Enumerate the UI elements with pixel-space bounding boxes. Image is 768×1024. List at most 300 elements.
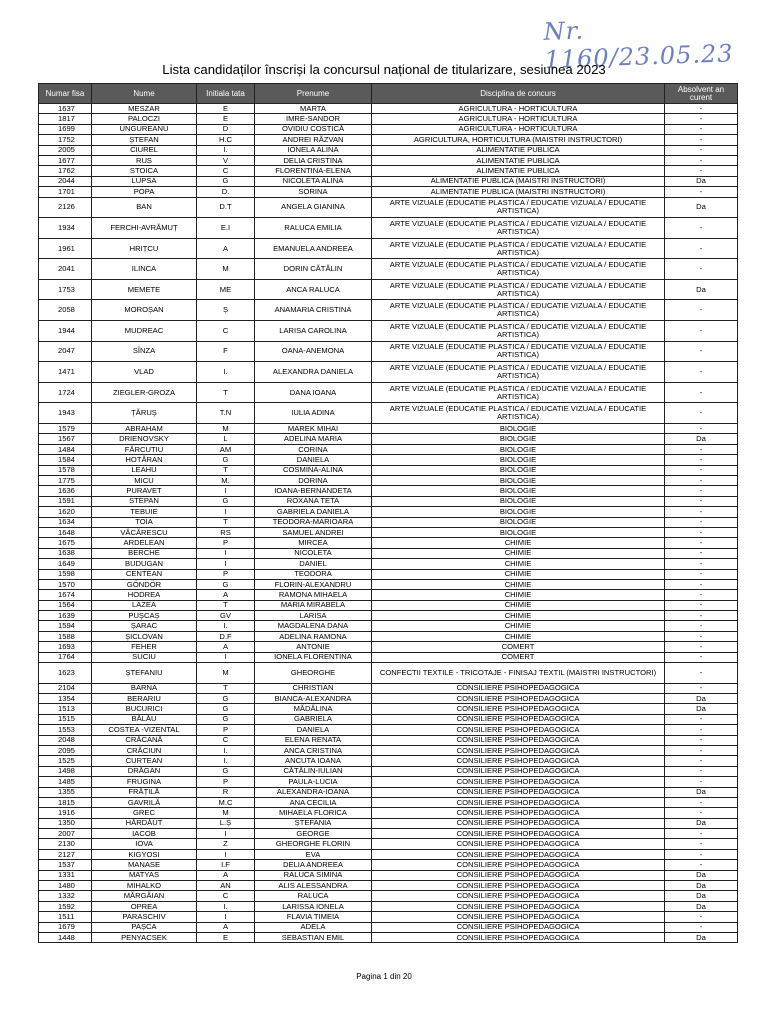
cell-prenume: ALIS ALESSANDRA — [255, 881, 372, 891]
table-row — [39, 725, 738, 735]
cell-disciplina: ARTE VIZUALE (EDUCATIE PLASTICA / EDUCATIE VIZUALA / EDUCATIE ARTISTICA) — [372, 197, 665, 218]
cell-disciplina: CONSILIERE PSIHOPEDAGOGICA — [372, 714, 665, 724]
cell-absolvent: - — [665, 631, 738, 641]
cell-disciplina: CONSILIERE PSIHOPEDAGOGICA — [372, 881, 665, 891]
cell-absolvent: - — [665, 797, 738, 807]
table-row — [39, 611, 738, 621]
cell-prenume: ANCUTA IOANA — [255, 756, 372, 766]
table-row — [39, 600, 738, 610]
cell-prenume: DELIA CRISTINA — [255, 155, 372, 165]
table-row — [39, 849, 738, 859]
cell-nume: STOICA — [92, 166, 197, 176]
cell-disciplina: AGRICULTURA - HORTICULTURA — [372, 114, 665, 124]
cell-disciplina: CONSILIERE PSIHOPEDAGOGICA — [372, 756, 665, 766]
table-row — [39, 860, 738, 870]
cell-prenume: GABRIELA DANIELA — [255, 507, 372, 517]
cell-absolvent: Da — [665, 197, 738, 218]
cell-disciplina: ARTE VIZUALE (EDUCATIE PLASTICA / EDUCATIE VIZUALA / EDUCATIE ARTISTICA) — [372, 238, 665, 259]
cell-absolvent: - — [665, 839, 738, 849]
table-row — [39, 476, 738, 486]
table-row — [39, 569, 738, 579]
cell-nume: ȚĂRUȘ — [92, 403, 197, 424]
cell-prenume: BIANCA-ALEXANDRA — [255, 694, 372, 704]
cell-prenume: RALUCA SIMINA — [255, 870, 372, 880]
cell-nume: LAZEA — [92, 600, 197, 610]
cell-prenume: RALUCA EMILIA — [255, 218, 372, 239]
cell-nume: VĂCĂRESCU — [92, 527, 197, 537]
cell-numar-fisa: 1764 — [39, 652, 92, 662]
cell-numar-fisa: 1693 — [39, 642, 92, 652]
cell-nume: PARASCHIV — [92, 912, 197, 922]
cell-absolvent: - — [665, 300, 738, 321]
cell-numar-fisa: 1762 — [39, 166, 92, 176]
cell-prenume: LARISSA IONELA — [255, 901, 372, 911]
cell-initiala-tata: I. — [197, 621, 255, 631]
cell-nume: BERCHE — [92, 548, 197, 558]
cell-numar-fisa: 1515 — [39, 714, 92, 724]
cell-numar-fisa: 1943 — [39, 403, 92, 424]
cell-numar-fisa: 1448 — [39, 933, 92, 943]
cell-disciplina: ARTE VIZUALE (EDUCATIE PLASTICA / EDUCATIE VIZUALA / EDUCATIE ARTISTICA) — [372, 321, 665, 342]
cell-absolvent: - — [665, 600, 738, 610]
cell-absolvent: - — [665, 756, 738, 766]
cell-initiala-tata: ME — [197, 279, 255, 300]
cell-prenume: IMRE-SANDOR — [255, 114, 372, 124]
table-row — [39, 901, 738, 911]
cell-numar-fisa: 2048 — [39, 735, 92, 745]
cell-initiala-tata: I — [197, 652, 255, 662]
cell-disciplina: CONSILIERE PSIHOPEDAGOGICA — [372, 839, 665, 849]
cell-numar-fisa: 1331 — [39, 870, 92, 880]
cell-absolvent: - — [665, 538, 738, 548]
cell-absolvent: - — [665, 808, 738, 818]
cell-disciplina: ARTE VIZUALE (EDUCATIE PLASTICA / EDUCATIE VIZUALA / EDUCATIE ARTISTICA) — [372, 259, 665, 280]
cell-prenume: ALEXANDRA DANIELA — [255, 362, 372, 383]
table-row — [39, 403, 738, 424]
table-row — [39, 579, 738, 589]
cell-disciplina: CONFECTII TEXTILE - TRICOTAJE - FINISAJ TEXTIL (MAISTRI INSTRUCTORI) — [372, 663, 665, 684]
cell-absolvent: - — [665, 766, 738, 776]
cell-initiala-tata: E — [197, 933, 255, 943]
cell-numar-fisa: 1537 — [39, 860, 92, 870]
cell-nume: PURAVET — [92, 486, 197, 496]
cell-initiala-tata: R — [197, 787, 255, 797]
cell-absolvent: - — [665, 829, 738, 839]
cell-absolvent: - — [665, 652, 738, 662]
cell-nume: PUȘCAȘ — [92, 611, 197, 621]
cell-initiala-tata: G — [197, 455, 255, 465]
cell-initiala-tata: M — [197, 663, 255, 684]
cell-prenume: DANIEL — [255, 559, 372, 569]
cell-initiala-tata: E — [197, 114, 255, 124]
cell-prenume: MARTA — [255, 104, 372, 114]
cell-numar-fisa: 1638 — [39, 548, 92, 558]
cell-initiala-tata: I — [197, 849, 255, 859]
table-row — [39, 300, 738, 321]
table-row — [39, 590, 738, 600]
cell-numar-fisa: 1553 — [39, 725, 92, 735]
cell-initiala-tata: A — [197, 870, 255, 880]
cell-disciplina: CONSILIERE PSIHOPEDAGOGICA — [372, 745, 665, 755]
cell-initiala-tata: M — [197, 259, 255, 280]
cell-nume: HOTĂRAN — [92, 455, 197, 465]
cell-disciplina: CONSILIERE PSIHOPEDAGOGICA — [372, 808, 665, 818]
cell-nume: ȘTEFAN — [92, 135, 197, 145]
cell-numar-fisa: 2007 — [39, 829, 92, 839]
table-body — [39, 104, 738, 943]
cell-numar-fisa: 1578 — [39, 465, 92, 475]
cell-absolvent: - — [665, 155, 738, 165]
table-row — [39, 933, 738, 943]
cell-prenume: DANIELA — [255, 455, 372, 465]
cell-nume: BUCURICI — [92, 704, 197, 714]
cell-absolvent: Da — [665, 891, 738, 901]
cell-prenume: ANDREI RĂZVAN — [255, 135, 372, 145]
cell-initiala-tata: T.N — [197, 403, 255, 424]
cell-initiala-tata: RS — [197, 527, 255, 537]
cell-initiala-tata: C — [197, 891, 255, 901]
cell-numar-fisa: 1944 — [39, 321, 92, 342]
cell-prenume: CORINA — [255, 444, 372, 454]
cell-absolvent: - — [665, 496, 738, 506]
cell-nume: UNGUREANU — [92, 124, 197, 134]
cell-nume: PALOCZI — [92, 114, 197, 124]
cell-absolvent: - — [665, 465, 738, 475]
cell-absolvent: - — [665, 259, 738, 280]
column-header: Initiala tata — [197, 84, 255, 104]
table-row — [39, 839, 738, 849]
cell-absolvent: Da — [665, 176, 738, 186]
cell-numar-fisa: 1588 — [39, 631, 92, 641]
cell-absolvent: - — [665, 559, 738, 569]
cell-initiala-tata: T — [197, 683, 255, 693]
cell-prenume: OANA-ANEMONA — [255, 341, 372, 362]
cell-prenume: SAMUEL ANDREI — [255, 527, 372, 537]
table-row — [39, 321, 738, 342]
cell-disciplina: ALIMENTATIE PUBLICA (MAISTRI INSTRUCTORI) — [372, 176, 665, 186]
cell-initiala-tata: T — [197, 600, 255, 610]
cell-nume: GÖNDÖR — [92, 579, 197, 589]
cell-absolvent: - — [665, 621, 738, 631]
cell-initiala-tata: I.F — [197, 860, 255, 870]
cell-nume: ȘICLOVAN — [92, 631, 197, 641]
table-row — [39, 735, 738, 745]
cell-disciplina: AGRICULTURA - HORTICULTURA — [372, 124, 665, 134]
cell-nume: RUS — [92, 155, 197, 165]
cell-disciplina: CONSILIERE PSIHOPEDAGOGICA — [372, 849, 665, 859]
table-row — [39, 756, 738, 766]
table-row — [39, 176, 738, 186]
cell-disciplina: CHIMIE — [372, 631, 665, 641]
cell-nume: MUDREAC — [92, 321, 197, 342]
table-row — [39, 745, 738, 755]
cell-nume: MATYAS — [92, 870, 197, 880]
cell-numar-fisa: 2047 — [39, 341, 92, 362]
cell-initiala-tata: G — [197, 694, 255, 704]
cell-initiala-tata: Z — [197, 839, 255, 849]
cell-numar-fisa: 2127 — [39, 849, 92, 859]
cell-initiala-tata: D.F — [197, 631, 255, 641]
table-row — [39, 631, 738, 641]
cell-absolvent: - — [665, 124, 738, 134]
cell-prenume: ANAMARIA CRISTINA — [255, 300, 372, 321]
cell-absolvent: - — [665, 611, 738, 621]
cell-numar-fisa: 1916 — [39, 808, 92, 818]
cell-numar-fisa: 2126 — [39, 197, 92, 218]
cell-numar-fisa: 1594 — [39, 621, 92, 631]
table-row — [39, 766, 738, 776]
cell-disciplina: ALIMENTATIE PUBLICA — [372, 145, 665, 155]
cell-nume: TEBUIE — [92, 507, 197, 517]
table-row — [39, 704, 738, 714]
table-row — [39, 517, 738, 527]
cell-initiala-tata: AN — [197, 881, 255, 891]
cell-nume: TOIA — [92, 517, 197, 527]
cell-absolvent: Da — [665, 694, 738, 704]
cell-numar-fisa: 1701 — [39, 187, 92, 197]
cell-absolvent: Da — [665, 434, 738, 444]
cell-prenume: LARISA — [255, 611, 372, 621]
cell-prenume: RAMONA MIHAELA — [255, 590, 372, 600]
cell-disciplina: BIOLOGIE — [372, 434, 665, 444]
cell-disciplina: ARTE VIZUALE (EDUCATIE PLASTICA / EDUCATIE VIZUALA / EDUCATIE ARTISTICA) — [372, 279, 665, 300]
cell-disciplina: CONSILIERE PSIHOPEDAGOGICA — [372, 860, 665, 870]
cell-numar-fisa: 1674 — [39, 590, 92, 600]
cell-prenume: PAULA-LUCIA — [255, 777, 372, 787]
cell-nume: ARDELEAN — [92, 538, 197, 548]
cell-nume: BARNA — [92, 683, 197, 693]
cell-numar-fisa: 2058 — [39, 300, 92, 321]
cell-nume: MANASE — [92, 860, 197, 870]
cell-disciplina: CONSILIERE PSIHOPEDAGOGICA — [372, 766, 665, 776]
cell-initiala-tata: P — [197, 538, 255, 548]
cell-prenume: DANIELA — [255, 725, 372, 735]
cell-prenume: CHRISTIAN — [255, 683, 372, 693]
cell-initiala-tata: I. — [197, 901, 255, 911]
cell-nume: COSTEA -VIZENTAL — [92, 725, 197, 735]
cell-disciplina: CHIMIE — [372, 548, 665, 558]
cell-absolvent: - — [665, 382, 738, 403]
cell-disciplina: CHIMIE — [372, 621, 665, 631]
cell-prenume: ANCA CRISTINA — [255, 745, 372, 755]
cell-initiala-tata: G — [197, 714, 255, 724]
cell-absolvent: Da — [665, 818, 738, 828]
cell-initiala-tata: P — [197, 569, 255, 579]
cell-prenume: ALEXANDRA-IOANA — [255, 787, 372, 797]
cell-nume: MOROȘAN — [92, 300, 197, 321]
cell-initiala-tata: L.Ș — [197, 818, 255, 828]
cell-prenume: GEORGE — [255, 829, 372, 839]
cell-absolvent: - — [665, 187, 738, 197]
cell-prenume: MIRCEA — [255, 538, 372, 548]
table-row — [39, 548, 738, 558]
cell-nume: PAȘCA — [92, 922, 197, 932]
table-row — [39, 145, 738, 155]
cell-numar-fisa: 1636 — [39, 486, 92, 496]
cell-nume: BUDUGAN — [92, 559, 197, 569]
table-row — [39, 124, 738, 134]
cell-numar-fisa: 1485 — [39, 777, 92, 787]
cell-numar-fisa: 1637 — [39, 104, 92, 114]
cell-nume: CIUREL — [92, 145, 197, 155]
cell-absolvent: Da — [665, 787, 738, 797]
cell-disciplina: CONSILIERE PSIHOPEDAGOGICA — [372, 829, 665, 839]
cell-numar-fisa: 1567 — [39, 434, 92, 444]
cell-disciplina: ARTE VIZUALE (EDUCATIE PLASTICA / EDUCATIE VIZUALA / EDUCATIE ARTISTICA) — [372, 218, 665, 239]
cell-numar-fisa: 1961 — [39, 238, 92, 259]
column-header: Prenume — [255, 84, 372, 104]
cell-numar-fisa: 2095 — [39, 745, 92, 755]
table-row — [39, 465, 738, 475]
cell-numar-fisa: 1525 — [39, 756, 92, 766]
cell-absolvent: - — [665, 145, 738, 155]
page-footer: Pagina 1 din 20 — [356, 972, 412, 981]
cell-initiala-tata: G — [197, 579, 255, 589]
cell-disciplina: ARTE VIZUALE (EDUCATIE PLASTICA / EDUCATIE VIZUALA / EDUCATIE ARTISTICA) — [372, 382, 665, 403]
cell-prenume: SORINA — [255, 187, 372, 197]
cell-disciplina: ALIMENTATIE PUBLICA — [372, 155, 665, 165]
cell-nume: OPREA — [92, 901, 197, 911]
cell-prenume: ANA CECILIA — [255, 797, 372, 807]
cell-initiala-tata: H.C — [197, 135, 255, 145]
cell-prenume: ANCA RALUCA — [255, 279, 372, 300]
cell-prenume: ADELINA RAMONA — [255, 631, 372, 641]
cell-initiala-tata: C — [197, 166, 255, 176]
cell-disciplina: ALIMENTATIE PUBLICA — [372, 166, 665, 176]
table-row — [39, 891, 738, 901]
cell-nume: MICU — [92, 476, 197, 486]
cell-initiala-tata: M.C — [197, 797, 255, 807]
cell-nume: BĂLĂU — [92, 714, 197, 724]
table-row — [39, 279, 738, 300]
cell-initiala-tata: G — [197, 766, 255, 776]
cell-prenume: ANGELA GIANINA — [255, 197, 372, 218]
table-row — [39, 787, 738, 797]
table-row — [39, 114, 738, 124]
cell-prenume: MAGDALENA DANA — [255, 621, 372, 631]
cell-prenume: MIHAELA FLORICA — [255, 808, 372, 818]
cell-disciplina: BIOLOGIE — [372, 517, 665, 527]
cell-initiala-tata: D. — [197, 187, 255, 197]
cell-numar-fisa: 1648 — [39, 527, 92, 537]
table-row — [39, 507, 738, 517]
table-row — [39, 683, 738, 693]
table-row — [39, 818, 738, 828]
cell-initiala-tata: C — [197, 321, 255, 342]
cell-prenume: DORIN CĂTĂLIN — [255, 259, 372, 280]
table-row — [39, 341, 738, 362]
cell-initiala-tata: T — [197, 382, 255, 403]
table-header-row — [39, 84, 738, 104]
cell-disciplina: CHIMIE — [372, 611, 665, 621]
cell-absolvent: - — [665, 444, 738, 454]
cell-disciplina: CHIMIE — [372, 579, 665, 589]
cell-absolvent: - — [665, 642, 738, 652]
cell-prenume: MAREK MIHAI — [255, 424, 372, 434]
cell-disciplina: BIOLOGIE — [372, 486, 665, 496]
cell-nume: IOVA — [92, 839, 197, 849]
cell-nume: MĂRGĂIAN — [92, 891, 197, 901]
cell-nume: CENTEAN — [92, 569, 197, 579]
table-row — [39, 797, 738, 807]
cell-initiala-tata: A — [197, 238, 255, 259]
table-row — [39, 652, 738, 662]
cell-initiala-tata: I — [197, 548, 255, 558]
cell-nume: LEAHU — [92, 465, 197, 475]
cell-numar-fisa: 1639 — [39, 611, 92, 621]
cell-prenume: ADELINA MARIA — [255, 434, 372, 444]
cell-nume: ȘTEFANIU — [92, 663, 197, 684]
cell-absolvent: - — [665, 321, 738, 342]
cell-numar-fisa: 1753 — [39, 279, 92, 300]
cell-prenume: CĂTĂLIN-IULIAN — [255, 766, 372, 776]
cell-disciplina: CONSILIERE PSIHOPEDAGOGICA — [372, 818, 665, 828]
cell-disciplina: AGRICULTURA - HORTICULTURA — [372, 104, 665, 114]
cell-disciplina: ARTE VIZUALE (EDUCATIE PLASTICA / EDUCATIE VIZUALA / EDUCATIE ARTISTICA) — [372, 403, 665, 424]
cell-prenume: ROXANA TETA — [255, 496, 372, 506]
cell-disciplina: CONSILIERE PSIHOPEDAGOGICA — [372, 901, 665, 911]
cell-nume: HODREA — [92, 590, 197, 600]
cell-prenume: IULIA ADINA — [255, 403, 372, 424]
cell-initiala-tata: M — [197, 424, 255, 434]
cell-nume: FRUGINA — [92, 777, 197, 787]
cell-absolvent: - — [665, 849, 738, 859]
cell-disciplina: CONSILIERE PSIHOPEDAGOGICA — [372, 694, 665, 704]
cell-numar-fisa: 1498 — [39, 766, 92, 776]
cell-numar-fisa: 1355 — [39, 787, 92, 797]
cell-initiala-tata: G — [197, 496, 255, 506]
cell-prenume: ADELA — [255, 922, 372, 932]
cell-nume: FERCHI-AVRĂMUȚ — [92, 218, 197, 239]
cell-initiala-tata: I — [197, 829, 255, 839]
cell-initiala-tata: V — [197, 155, 255, 165]
cell-numar-fisa: 1471 — [39, 362, 92, 383]
cell-initiala-tata: M — [197, 808, 255, 818]
cell-initiala-tata: T — [197, 517, 255, 527]
table-row — [39, 135, 738, 145]
cell-initiala-tata: I. — [197, 745, 255, 755]
cell-initiala-tata: M. — [197, 476, 255, 486]
table-row — [39, 559, 738, 569]
cell-nume: ABRAHAM — [92, 424, 197, 434]
cell-prenume: DELIA ANDREEA — [255, 860, 372, 870]
cell-numar-fisa: 1564 — [39, 600, 92, 610]
cell-nume: POPA — [92, 187, 197, 197]
cell-absolvent: - — [665, 486, 738, 496]
cell-nume: STEPAN — [92, 496, 197, 506]
cell-numar-fisa: 1623 — [39, 663, 92, 684]
cell-absolvent: - — [665, 735, 738, 745]
cell-nume: CURTEAN — [92, 756, 197, 766]
cell-nume: IACOB — [92, 829, 197, 839]
cell-disciplina: BIOLOGIE — [372, 465, 665, 475]
cell-nume: GAVRILĂ — [92, 797, 197, 807]
cell-nume: BAN — [92, 197, 197, 218]
cell-prenume: ANTONIE — [255, 642, 372, 652]
cell-numar-fisa: 1579 — [39, 424, 92, 434]
cell-disciplina: COMERT — [372, 642, 665, 652]
cell-disciplina: CONSILIERE PSIHOPEDAGOGICA — [372, 777, 665, 787]
cell-prenume: TEODORA — [255, 569, 372, 579]
cell-disciplina: CONSILIERE PSIHOPEDAGOGICA — [372, 683, 665, 693]
table-row — [39, 538, 738, 548]
cell-disciplina: ARTE VIZUALE (EDUCATIE PLASTICA / EDUCATIE VIZUALA / EDUCATIE ARTISTICA) — [372, 362, 665, 383]
table-row — [39, 238, 738, 259]
cell-nume: FĂRCUTIU — [92, 444, 197, 454]
cell-numar-fisa: 1350 — [39, 818, 92, 828]
cell-nume: BERARIU — [92, 694, 197, 704]
table-row — [39, 829, 738, 839]
